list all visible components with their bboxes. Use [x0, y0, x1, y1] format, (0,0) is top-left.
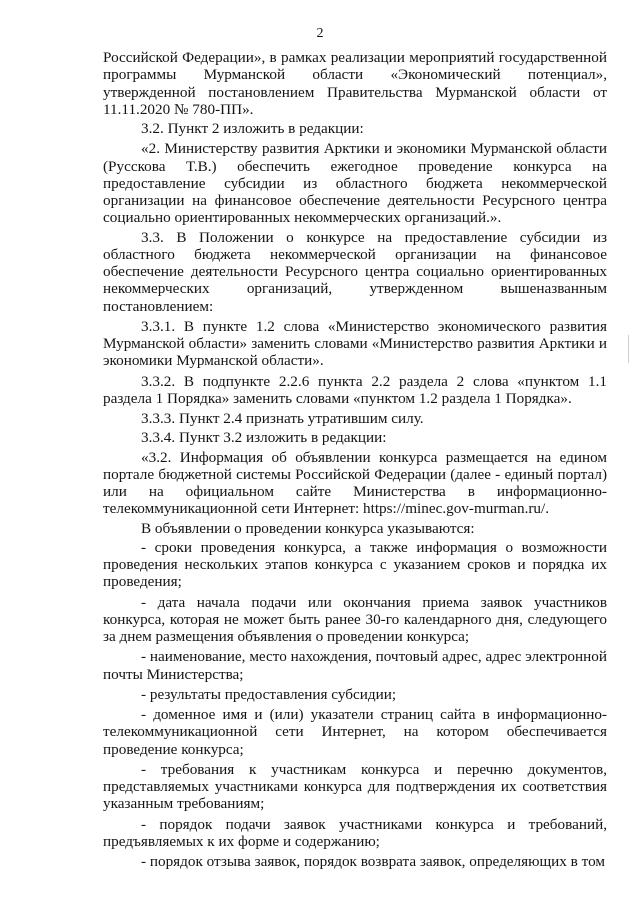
paragraph-3-2-quote: «3.2. Информация об объявлении конкурса размещается на едином портале бюджетной системы Российской Федерации (далее - единый портал) или на официальном сайте Министерства в информационно-телекоммуникационной сети Интернет: https://minec.gov-murman.ru/. — [103, 448, 607, 518]
list-item-domain: - доменное имя и (или) указатели страниц сайта в информационно-телекоммуникационной сети Интернет, на котором обеспечивается проведение конкурса; — [103, 706, 607, 758]
document-body — [103, 49, 607, 870]
paragraph-3-2: 3.2. Пункт 2 изложить в редакции: — [141, 120, 364, 137]
list-item-withdrawal-order: - порядок отзыва заявок, порядок возврата заявок, определяющих в том — [141, 853, 605, 870]
list-item-results: - результаты предоставления субсидии; — [141, 685, 397, 703]
page-number: 2 — [316, 26, 324, 41]
paragraph-3-3-1: 3.3.1. В пункте 1.2 слова «Министерство экономического развития Мурманской области» заменить словами «Министерство развития Арктики и экономики Мурманской области». — [103, 317, 607, 370]
paragraph-announcement-intro: В объявлении о проведении конкурса указываются: — [141, 519, 475, 537]
paragraph-3-3: 3.3. В Положении о конкурсе на предоставление субсидии из областного бюджета некоммерческой организации на финансовое обеспечение деятельности Ресурсного центра социально ориентированных некоммерческих организаций, утвержденном вышеназванным постановлением: — [103, 228, 607, 315]
paragraph-3-3-2: 3.3.2. В подпункте 2.2.6 пункта 2.2 раздела 2 слова «пунктом 1.1 раздела 1 Порядка» заменить словами «пунктом 1.2 раздела 1 Порядка». — [103, 372, 607, 407]
list-item-submission-order: - порядок подачи заявок участниками конкурса и требований, предъявляемых к их форме и содержанию; — [103, 815, 607, 850]
paragraph-3-2-text: «2. Министерству развития Арктики и экономики Мурманской области (Русскова Т.В.) обеспечить ежегодное проведение конкурса на предоставление субсидии из областного бюджета некоммерческой организации на финансовое обеспечение деятельности Ресурсного центра социально ориентированных некоммерческих организаций.». — [103, 140, 607, 227]
list-item-terms: - сроки проведения конкурса, а также информация о возможности проведения нескольких этапов конкурса с указанием сроков и порядка их проведения; — [103, 538, 607, 591]
paragraph-3-3-3: 3.3.3. Пункт 2.4 признать утратившим силу. — [141, 410, 424, 427]
list-item-requirements: - требования к участникам конкурса и перечню документов, представляемых участниками конкурса для подтверждения их соответствия указанным требованиям; — [103, 760, 607, 813]
paragraph-continuation: Российской Федерации», в рамках реализации мероприятий государственной программы Мурманской области «Экономический потенциал», утвержденной постановлением Правительства Мурманской области от 11.11.2020 № 780-ПП». — [103, 49, 607, 118]
list-item-ministry-contacts: - наименование, место нахождения, почтовый адрес, адрес электронной почты Министерства; — [103, 648, 607, 683]
paragraph-3-3-4: 3.3.4. Пункт 3.2 изложить в редакции: — [141, 429, 387, 447]
list-item-dates: - дата начала подачи или окончания приема заявок участников конкурса, которая не может быть ранее 30-го календарного дня, следующего за днем размещения объявления о проведении конкурса; — [103, 593, 607, 645]
scan-margin-mark — [628, 335, 635, 363]
